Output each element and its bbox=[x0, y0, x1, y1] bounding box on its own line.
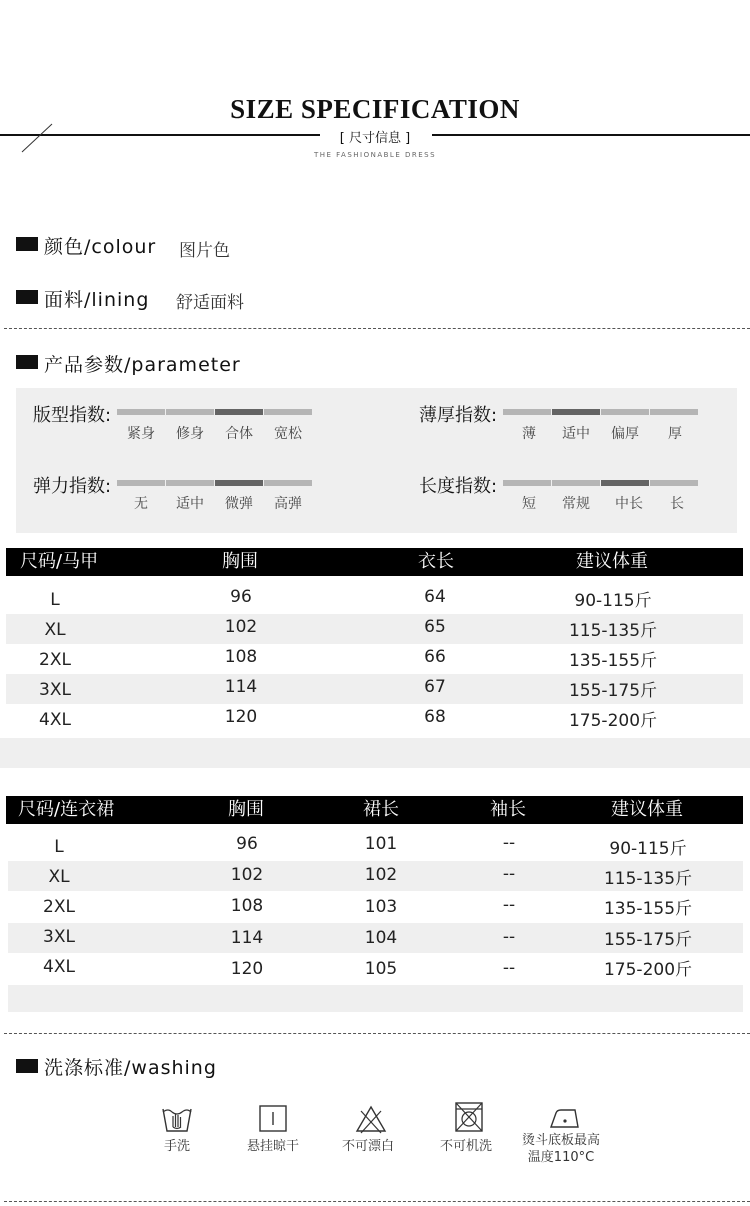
divider bbox=[4, 328, 750, 329]
fit-option: 修身 bbox=[176, 426, 204, 442]
cell-size: XL bbox=[48, 867, 70, 887]
cell-chest: 102 bbox=[230, 865, 264, 885]
elasticity-option: 高弹 bbox=[274, 496, 302, 512]
elasticity-option: 微弹 bbox=[225, 496, 253, 512]
elasticity-scale-segment bbox=[166, 480, 214, 486]
cell-weight: 135-155斤 bbox=[568, 651, 658, 671]
divider bbox=[4, 1201, 750, 1202]
cell-weight: 135-155斤 bbox=[603, 899, 693, 919]
length-option: 短 bbox=[522, 496, 536, 512]
thickness-option: 偏厚 bbox=[611, 426, 639, 442]
cell-size: L bbox=[50, 590, 60, 610]
dress-header-skirt-length: 裙长 bbox=[363, 799, 399, 820]
cell-sleeve: -- bbox=[502, 927, 516, 947]
header-tagline: THE FASHIONABLE DRESS bbox=[313, 151, 437, 159]
iron-icon bbox=[548, 1103, 582, 1135]
cell-skirt-length: 103 bbox=[364, 897, 398, 917]
cell-weight: 175-200斤 bbox=[568, 711, 658, 731]
elasticity-option: 无 bbox=[134, 496, 148, 512]
cell-chest: 120 bbox=[224, 707, 258, 727]
cell-length: 64 bbox=[424, 587, 446, 607]
cell-length: 68 bbox=[424, 707, 446, 727]
cell-size: 2XL bbox=[43, 897, 75, 917]
thickness-index-label: 薄厚指数: bbox=[419, 405, 498, 426]
colour-marker bbox=[16, 237, 38, 251]
cell-size: 4XL bbox=[43, 957, 75, 977]
lining-marker bbox=[16, 290, 38, 304]
colour-value: 图片色 bbox=[179, 241, 230, 261]
fit-option: 宽松 bbox=[274, 426, 302, 442]
cell-size: XL bbox=[44, 620, 66, 640]
cell-length: 65 bbox=[424, 617, 446, 637]
dress-table-header bbox=[6, 796, 743, 824]
fit-scale-segment-selected bbox=[215, 409, 263, 415]
thickness-scale-segment bbox=[503, 409, 551, 415]
fit-option: 合体 bbox=[225, 426, 253, 442]
cell-skirt-length: 104 bbox=[364, 928, 398, 948]
iron-label: 烫斗底板最高 bbox=[521, 1133, 601, 1148]
dress-header-chest: 胸围 bbox=[228, 799, 264, 820]
cell-weight: 115-135斤 bbox=[603, 869, 693, 889]
length-option: 常规 bbox=[562, 496, 590, 512]
page-title: SIZE SPECIFICATION bbox=[230, 94, 520, 124]
table-row bbox=[6, 644, 743, 674]
cell-chest: 108 bbox=[230, 896, 264, 916]
cell-length: 66 bbox=[424, 647, 446, 667]
dress-header-weight: 建议体重 bbox=[611, 799, 683, 820]
no-machine-wash-label: 不可机洗 bbox=[439, 1139, 493, 1154]
thickness-scale-segment bbox=[601, 409, 649, 415]
divider bbox=[4, 1033, 750, 1034]
length-scale-segment bbox=[650, 480, 698, 486]
cell-size: L bbox=[54, 837, 64, 857]
cell-sleeve: -- bbox=[502, 833, 516, 853]
table-row bbox=[6, 584, 743, 614]
fit-index-label: 版型指数: bbox=[33, 405, 112, 426]
colour-label: 颜色/colour bbox=[44, 236, 157, 258]
cell-chest: 102 bbox=[224, 617, 258, 637]
lining-value: 舒适面料 bbox=[176, 293, 244, 313]
cell-weight: 155-175斤 bbox=[568, 681, 658, 701]
parameter-marker bbox=[16, 355, 38, 369]
table-footer-band bbox=[8, 985, 743, 1012]
thickness-scale-segment bbox=[650, 409, 698, 415]
table-row bbox=[6, 614, 743, 644]
no-machine-wash-icon bbox=[452, 1101, 486, 1133]
length-scale-segment bbox=[503, 480, 551, 486]
no-bleach-label: 不可漂白 bbox=[341, 1139, 395, 1154]
vest-header-size: 尺码/马甲 bbox=[20, 551, 99, 572]
cell-weight: 115-135斤 bbox=[568, 621, 658, 641]
elasticity-scale-segment-selected bbox=[215, 480, 263, 486]
hand-wash-icon bbox=[160, 1103, 194, 1135]
cell-sleeve: -- bbox=[502, 864, 516, 884]
cell-chest: 108 bbox=[224, 647, 258, 667]
thickness-option: 薄 bbox=[522, 426, 536, 442]
cell-chest: 96 bbox=[236, 834, 258, 854]
length-option: 长 bbox=[670, 496, 684, 512]
cell-size: 4XL bbox=[39, 710, 71, 730]
thickness-option: 适中 bbox=[562, 426, 590, 442]
hand-wash-label: 手洗 bbox=[163, 1139, 191, 1154]
cell-skirt-length: 105 bbox=[364, 959, 398, 979]
vest-header-chest: 胸围 bbox=[222, 551, 258, 572]
slash-decoration-icon bbox=[18, 122, 58, 154]
elasticity-scale-segment bbox=[264, 480, 312, 486]
table-row bbox=[8, 861, 743, 891]
cell-weight: 175-200斤 bbox=[603, 960, 693, 980]
cell-size: 2XL bbox=[39, 650, 71, 670]
cell-chest: 120 bbox=[230, 959, 264, 979]
cell-size: 3XL bbox=[39, 680, 71, 700]
table-row bbox=[8, 923, 743, 953]
cell-size: 3XL bbox=[43, 927, 75, 947]
elasticity-index-label: 弹力指数: bbox=[33, 476, 112, 497]
table-row bbox=[8, 954, 743, 984]
cell-skirt-length: 102 bbox=[364, 865, 398, 885]
washing-marker bbox=[16, 1059, 38, 1073]
cell-weight: 155-175斤 bbox=[603, 930, 693, 950]
length-scale-segment-selected bbox=[601, 480, 649, 486]
cell-chest: 114 bbox=[230, 928, 264, 948]
lining-label: 面料/lining bbox=[44, 289, 150, 311]
table-row bbox=[8, 830, 743, 860]
thickness-scale-segment-selected bbox=[552, 409, 600, 415]
dress-header-sleeve: 袖长 bbox=[490, 799, 526, 820]
length-index-label: 长度指数: bbox=[419, 476, 498, 497]
dress-header-size: 尺码/连衣裙 bbox=[18, 799, 115, 820]
cell-sleeve: -- bbox=[502, 958, 516, 978]
fit-scale-segment bbox=[264, 409, 312, 415]
length-scale-segment bbox=[552, 480, 600, 486]
header-subtitle: [ 尺寸信息 ] bbox=[0, 127, 750, 146]
fit-scale-segment bbox=[117, 409, 165, 415]
iron-temperature-label: 温度110°C bbox=[527, 1150, 595, 1165]
parameter-label: 产品参数/parameter bbox=[44, 354, 241, 376]
length-option: 中长 bbox=[615, 496, 643, 512]
hang-dry-label: 悬挂晾干 bbox=[246, 1139, 300, 1154]
table-footer-band bbox=[0, 738, 750, 768]
vest-header-weight: 建议体重 bbox=[576, 551, 648, 572]
vest-table-header bbox=[6, 548, 743, 576]
cell-chest: 96 bbox=[230, 587, 252, 607]
elasticity-scale-segment bbox=[117, 480, 165, 486]
table-row bbox=[6, 674, 743, 704]
washing-label: 洗涤标准/washing bbox=[44, 1057, 217, 1079]
vest-header-length: 衣长 bbox=[418, 551, 454, 572]
cell-chest: 114 bbox=[224, 677, 258, 697]
cell-length: 67 bbox=[424, 677, 446, 697]
no-bleach-icon bbox=[354, 1103, 388, 1135]
cell-weight: 90-115斤 bbox=[574, 591, 652, 611]
elasticity-option: 适中 bbox=[176, 496, 204, 512]
fit-option: 紧身 bbox=[127, 426, 155, 442]
hang-dry-icon bbox=[256, 1103, 290, 1135]
thickness-option: 厚 bbox=[668, 426, 682, 442]
cell-sleeve: -- bbox=[502, 895, 516, 915]
cell-skirt-length: 101 bbox=[364, 834, 398, 854]
cell-weight: 90-115斤 bbox=[609, 839, 687, 859]
table-row bbox=[6, 704, 743, 734]
fit-scale-segment bbox=[166, 409, 214, 415]
table-row bbox=[8, 892, 743, 922]
